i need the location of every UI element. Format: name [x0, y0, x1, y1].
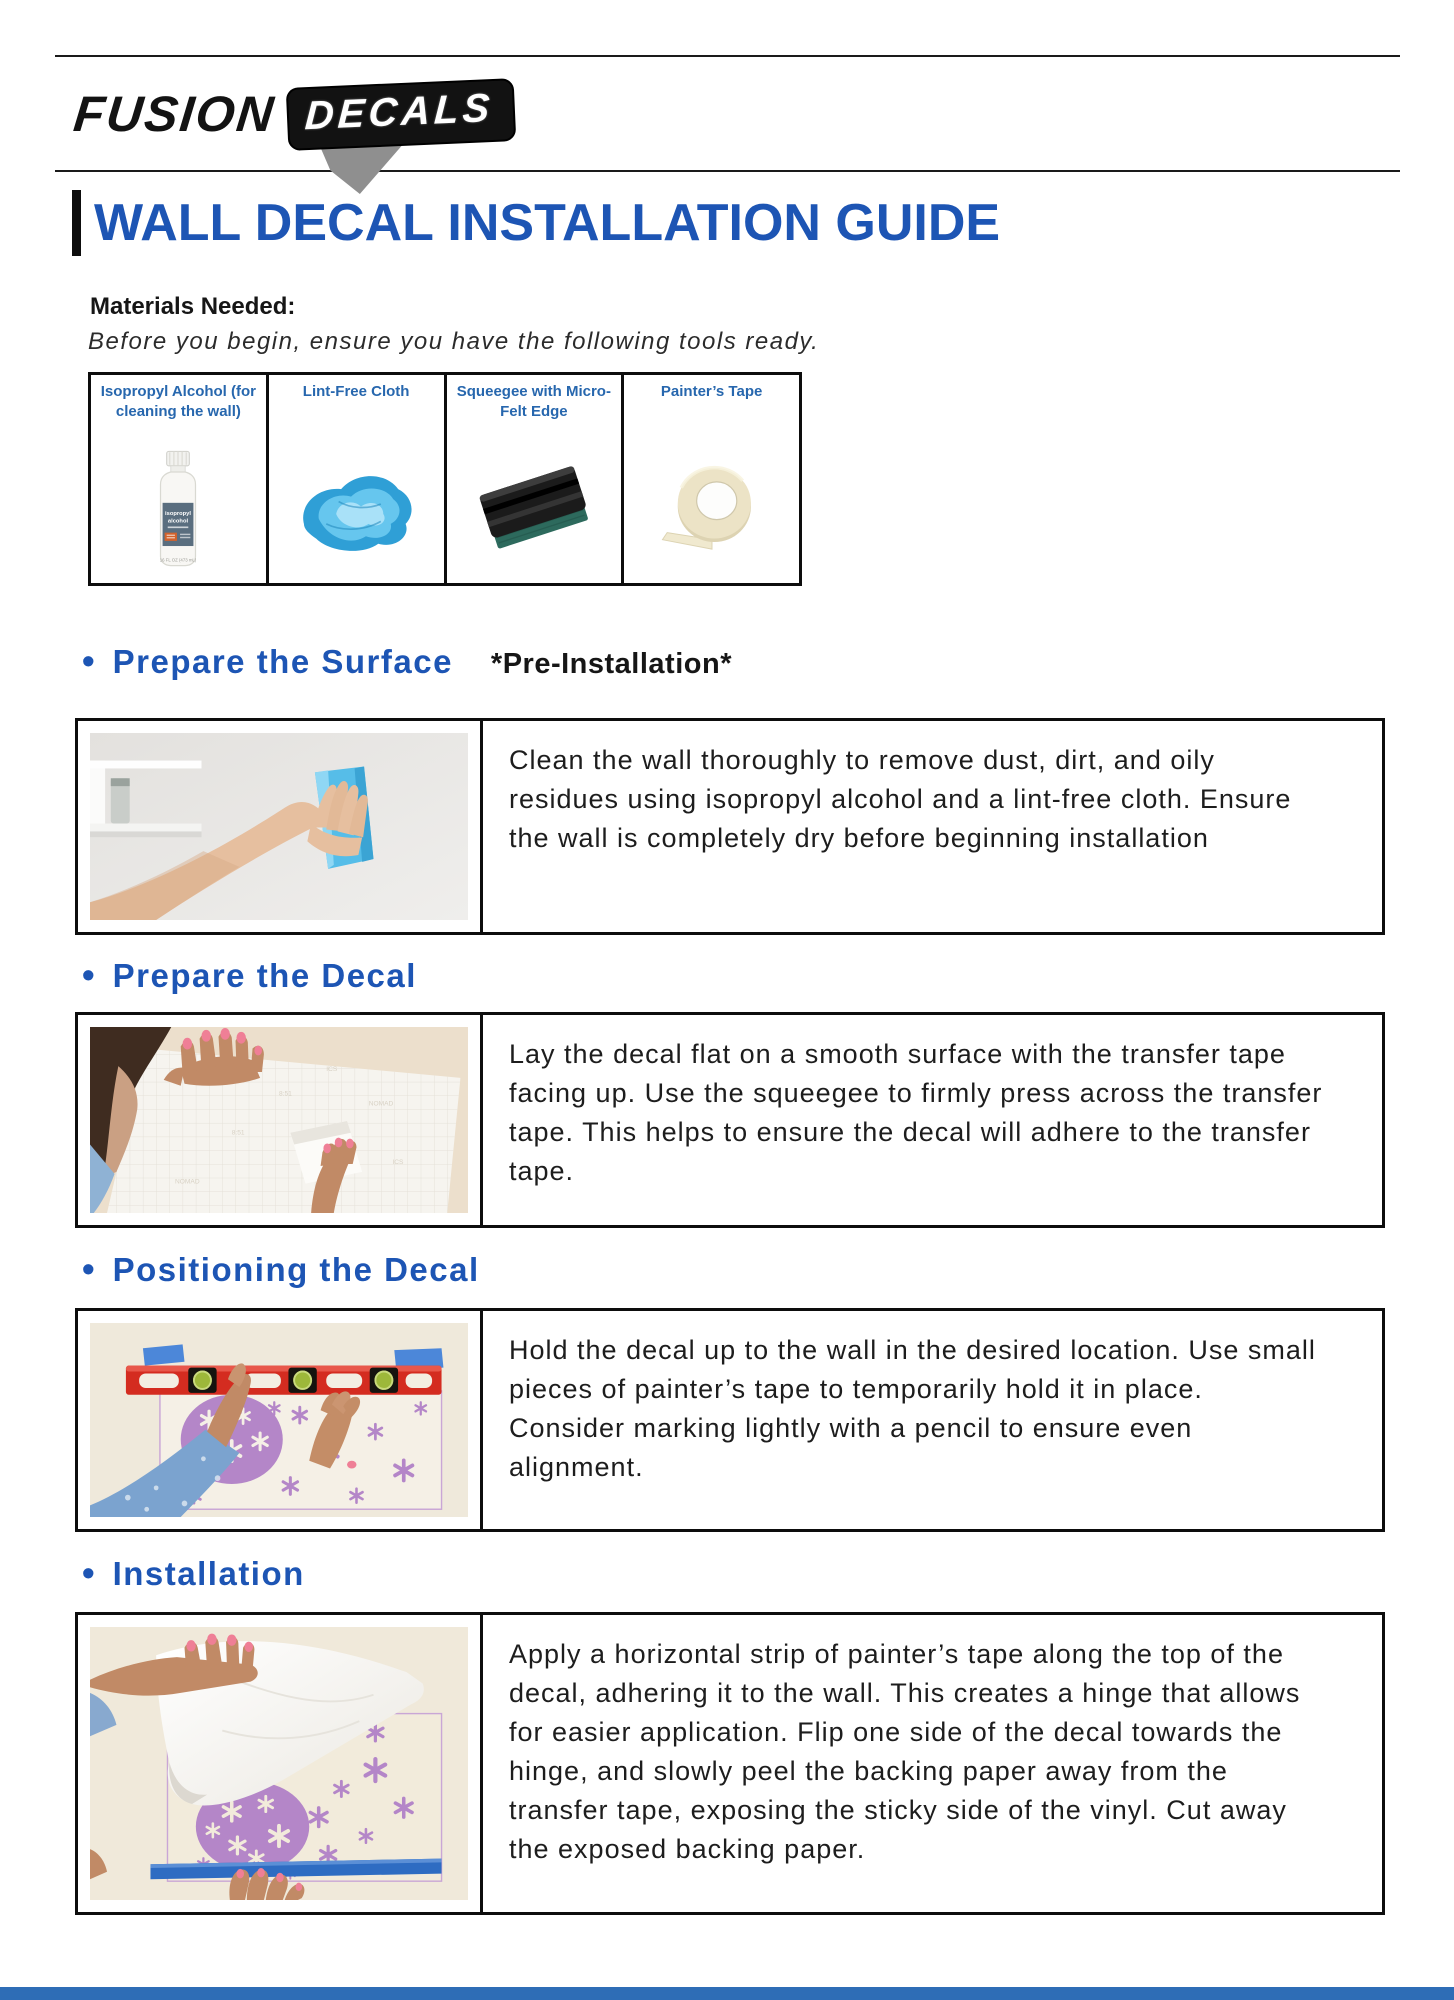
painters-tape-icon [630, 440, 793, 577]
section-title: Positioning the Decal [112, 1251, 480, 1288]
section-title: Prepare the Decal [112, 957, 417, 994]
alcohol-bottle-icon [97, 440, 260, 577]
material-cell-cloth [269, 375, 447, 583]
material-label: Painter’s Tape [660, 383, 763, 400]
section-title: Installation [112, 1555, 305, 1592]
section-heading-prepare-surface [82, 640, 732, 682]
material-label: Squeegee with Micro-Felt Edge [456, 383, 611, 420]
logo-decals-text: DECALS [303, 85, 495, 138]
fusion-decals-logo [71, 74, 515, 154]
section-heading-positioning [82, 1248, 480, 1290]
page-title: WALL DECAL INSTALLATION GUIDE [94, 194, 1001, 252]
section-row-prepare-decal [75, 1012, 1385, 1228]
logo-decals-badge [286, 78, 517, 151]
section-row-positioning [75, 1308, 1385, 1532]
material-cell-tape [624, 375, 799, 583]
materials-subheading: Before you begin, ensure you have the following tools ready. [88, 328, 820, 355]
header-rule [55, 170, 1400, 172]
top-rule [55, 55, 1400, 57]
svg-text:8:51: 8:51 [279, 1090, 292, 1098]
section-row-installation [75, 1612, 1385, 1915]
logo-fusion-text: FUSION [71, 86, 278, 142]
squeegee-decal-photo [78, 1015, 483, 1225]
svg-text:16 FL OZ (473 mL): 16 FL OZ (473 mL) [160, 556, 197, 562]
title-accent-bar [72, 190, 81, 256]
material-label: Isopropyl Alcohol (for cleaning the wall) [100, 383, 257, 420]
lint-free-cloth-icon [275, 440, 438, 577]
materials-table [88, 372, 802, 586]
svg-text:NOMAD: NOMAD [368, 1100, 394, 1108]
svg-text:8:51: 8:51 [231, 1129, 245, 1137]
bullet-icon: • [82, 954, 95, 995]
svg-text:alcohol: alcohol [168, 517, 189, 524]
svg-text:ICS: ICS [326, 1065, 338, 1074]
title-row [72, 190, 1000, 256]
section-heading-installation [82, 1552, 305, 1594]
section-heading-prepare-decal [82, 954, 417, 996]
section-body-text: Clean the wall thoroughly to remove dust, dirt, and oily residues using isopropyl alcohol and a lint-free cloth. Ensure the wall is completely dry before beginning installation [509, 745, 1292, 853]
section-body-text: Lay the decal flat on a smooth surface with the transfer tape facing up. Use the squeegee to firmly press across the transfer tape. This helps to ensure the decal will adhere to the transfer tape. [509, 1039, 1323, 1186]
squeegee-icon [453, 440, 616, 577]
section-row-prepare-surface [75, 718, 1385, 935]
section-body-text: Apply a horizontal strip of painter’s tape along the top of the decal, adhering it to the wall. This creates a hinge that allows for easier application. Flip one side of the decal towards the hinge, and slowly peel the backing paper away from the transfer tape, exposing the sticky side of the vinyl. Cut away the exposed backing paper. [509, 1639, 1301, 1864]
material-cell-squeegee [447, 375, 625, 583]
svg-text:NOMAD: NOMAD [175, 1178, 200, 1186]
bullet-icon: • [82, 1552, 95, 1593]
footer-accent-bar [0, 1987, 1454, 2000]
wall-cleaning-photo [78, 721, 483, 932]
bullet-icon: • [82, 1248, 95, 1289]
backing-peel-photo [78, 1615, 483, 1912]
section-title: Prepare the Surface [112, 643, 453, 680]
bullet-icon: • [82, 640, 95, 681]
pre-installation-note: *Pre-Installation* [490, 648, 732, 680]
level-positioning-photo [78, 1311, 483, 1529]
material-cell-alcohol [91, 375, 269, 583]
svg-text:isopropyl: isopropyl [165, 510, 192, 517]
section-body-text: Hold the decal up to the wall in the desired location. Use small pieces of painter’s tape to temporarily hold it in place. Consider marking lightly with a pencil to ensure even alignment. [509, 1335, 1316, 1482]
materials-heading: Materials Needed: [90, 293, 296, 320]
material-label: Lint-Free Cloth [302, 383, 410, 400]
svg-text:ICS: ICS [392, 1158, 404, 1167]
